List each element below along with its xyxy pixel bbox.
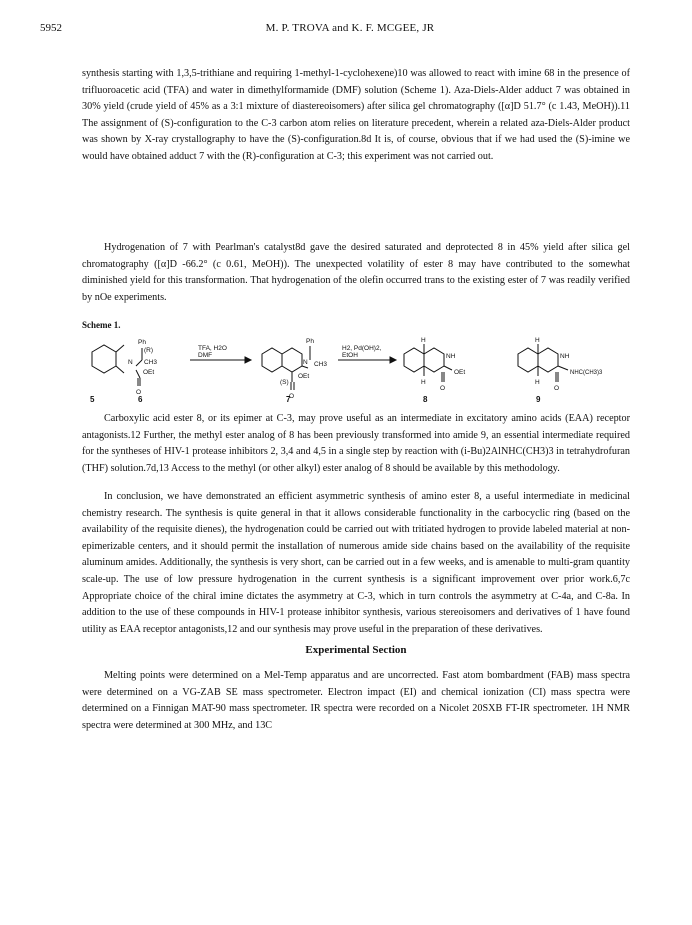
label-nhc-9: NHC(CH3)3: [570, 370, 603, 376]
label-h-9-bottom: H: [535, 379, 540, 386]
label-h-9-top: H: [535, 337, 540, 344]
label-o-8: O: [440, 385, 446, 392]
paragraph-5: [82, 668, 630, 734]
paragraph-1-text: synthesis starting with 1,3,5-trithiane and requiring 1-methyl-1-cyclohexene)10 was allowed to react with imine 68 in the presence of trifluoroacetic acid (TFA) and water in dimethylformamide (DMF) solution (Scheme 1). Aza-Diels-Alder adduct 7 was obtained in 30% yield (crude yield of 45% as a 3:1 mixture of diastereoisomers) after silica gel chromatography ([α]D 51.7° (c 1.43, MeOH)).11 The assignment of (S)-configuration to the C-3 carbon atom relies on literature precedent, wherein a related aza-Diels-Alder product was shown by X-ray crystallography to have the (S)-configuration.8d It is, of course, obvious that if we had used the (S)-imine we would have obtained adduct 7 with the (R)-configuration at C-3; this experiment was not carried out.: [82, 68, 630, 162]
running-head: M. P. TROVA and K. F. MCGEE, JR: [265, 22, 435, 34]
compound-8-structure: [404, 344, 452, 382]
paragraph-5-text: Melting points were determined on a Mel-Temp apparatus and are uncorrected. Fast atom bombardment (FAB) mass spectra were determined on a VG-ZAB SE mass spectrometer. Electron impact (EI) and chemical ionization (CI) mass spectra were determined on a Finnigan MAT-90 mass spectrometer. IR spectra were recorded on a Nicolet 20SXB FT-IR spectrometer. 1H NMR spectra were determined at 300 MHz, and 13C: [82, 670, 630, 731]
label-ph-7: Ph: [306, 338, 314, 345]
compound-number-8: 8: [423, 395, 428, 404]
label-n-7: N: [303, 359, 308, 366]
label-nh-8: NH: [446, 353, 456, 360]
label-ph-6: Ph: [138, 339, 146, 346]
page-number: 5952: [40, 22, 62, 34]
compound-5-structure: [92, 345, 124, 373]
paragraph-2: [82, 240, 630, 306]
experimental-section-title: Experimental Section: [305, 644, 407, 656]
scheme-1-diagram: [80, 334, 640, 404]
label-h-8-bottom: H: [421, 379, 426, 386]
arrow-1-solvent: DMF: [198, 352, 213, 359]
compound-9-structure: [518, 344, 568, 382]
paragraph-1: [82, 66, 630, 166]
compound-number-6: 6: [138, 395, 143, 404]
label-nh-9: NH: [560, 353, 570, 360]
paragraph-3: [82, 411, 630, 477]
label-oet-7: OEt: [298, 373, 310, 380]
label-n-6: N: [128, 359, 133, 366]
paragraph-3-text: Carboxylic acid ester 8, or its epimer at C-3, may prove useful as an intermediate in excitatory amino acids (EAA) receptor antagonists.12 Further, the methyl ester analog of 8 has been previously transformed into amide 9, an essential intermediate required for the syntheses of HIV-1 protease inhibitors 2, 3,4 and 4,5 in a single step by reaction with (i-Bu)2AlNHC(CH3)3 in tetrahydrofuran (THF) solution.7d,13 Access to the methyl (or other alkyl) ester analog of 8 should be available by this methodology.: [82, 413, 630, 474]
compound-number-7: 7: [286, 395, 291, 404]
compound-number-5: 5: [90, 395, 95, 404]
label-s-7: (S): [280, 379, 289, 386]
scheme-label: Scheme 1.: [82, 320, 121, 330]
label-h-8-top: H: [421, 337, 426, 344]
label-o-9: O: [554, 385, 560, 392]
arrow-2-solvent: EtOH: [342, 352, 358, 359]
label-ch3-6: CH3: [144, 359, 158, 366]
label-r-6: (R): [144, 347, 154, 354]
paragraph-4-text: In conclusion, we have demonstrated an efficient asymmetric synthesis of amino ester 8, a useful intermediate in medicinal chemistry research. The synthesis is quite general in that it allows considerable functionality in the carbocyclic ring (based on the availability of the requisite dienes), the hydrogenation could be carried out with tritiated hydrogen to provide labeled material at non-epimerizable centers, and it should permit the installation of numerous amide side chains based on the availability of the requisite aluminum amides. Additionally, the synthesis is very short, can be carried out in a few weeks, and is amenable to multi-gram quantity scale-up. The use of low pressure hydrogenation in the current synthesis is a significant improvement over prior work.6,7c Appropriate choice of the chiral imine dictates the asymmetry at C-3, which in turn controls the asymmetry at C-4a, and C-8a. In addition to the use of these compounds in HIV-1 protease inhibitor synthesis, various stereoisomers and derivatives of 1 have found utility as EAA receptor antagonists,12 and our synthesis may prove useful in the preparation of these derivatives.: [82, 491, 630, 635]
paragraph-2-text: Hydrogenation of 7 with Pearlman's catalyst8d gave the desired saturated and deprotected 8 in 45% yield after silica gel chromatography ([α]D -66.2° (c 0.61, MeOH)). The unexpected volatility of ester 8 may have contributed to the somewhat diminished yield for this transformation. That hydrogenation of the olefin occurred trans to the existing ester of 7 was readily verified by nOe experiments.: [82, 242, 630, 303]
arrow-1-reagent: TFA, H2O: [198, 345, 227, 352]
page-header: [40, 22, 660, 38]
arrow-2-reagent: H2, Pd(OH)2,: [342, 345, 382, 352]
label-oet-6: OEt: [143, 369, 155, 376]
label-oet-8: OEt: [454, 369, 466, 376]
compound-6-structure: [136, 348, 142, 386]
label-o-7: O: [289, 393, 295, 400]
label-ch3-7: CH3: [314, 361, 328, 368]
label-o-6: O: [136, 389, 142, 396]
compound-number-9: 9: [536, 395, 541, 404]
paragraph-4: [82, 489, 630, 638]
